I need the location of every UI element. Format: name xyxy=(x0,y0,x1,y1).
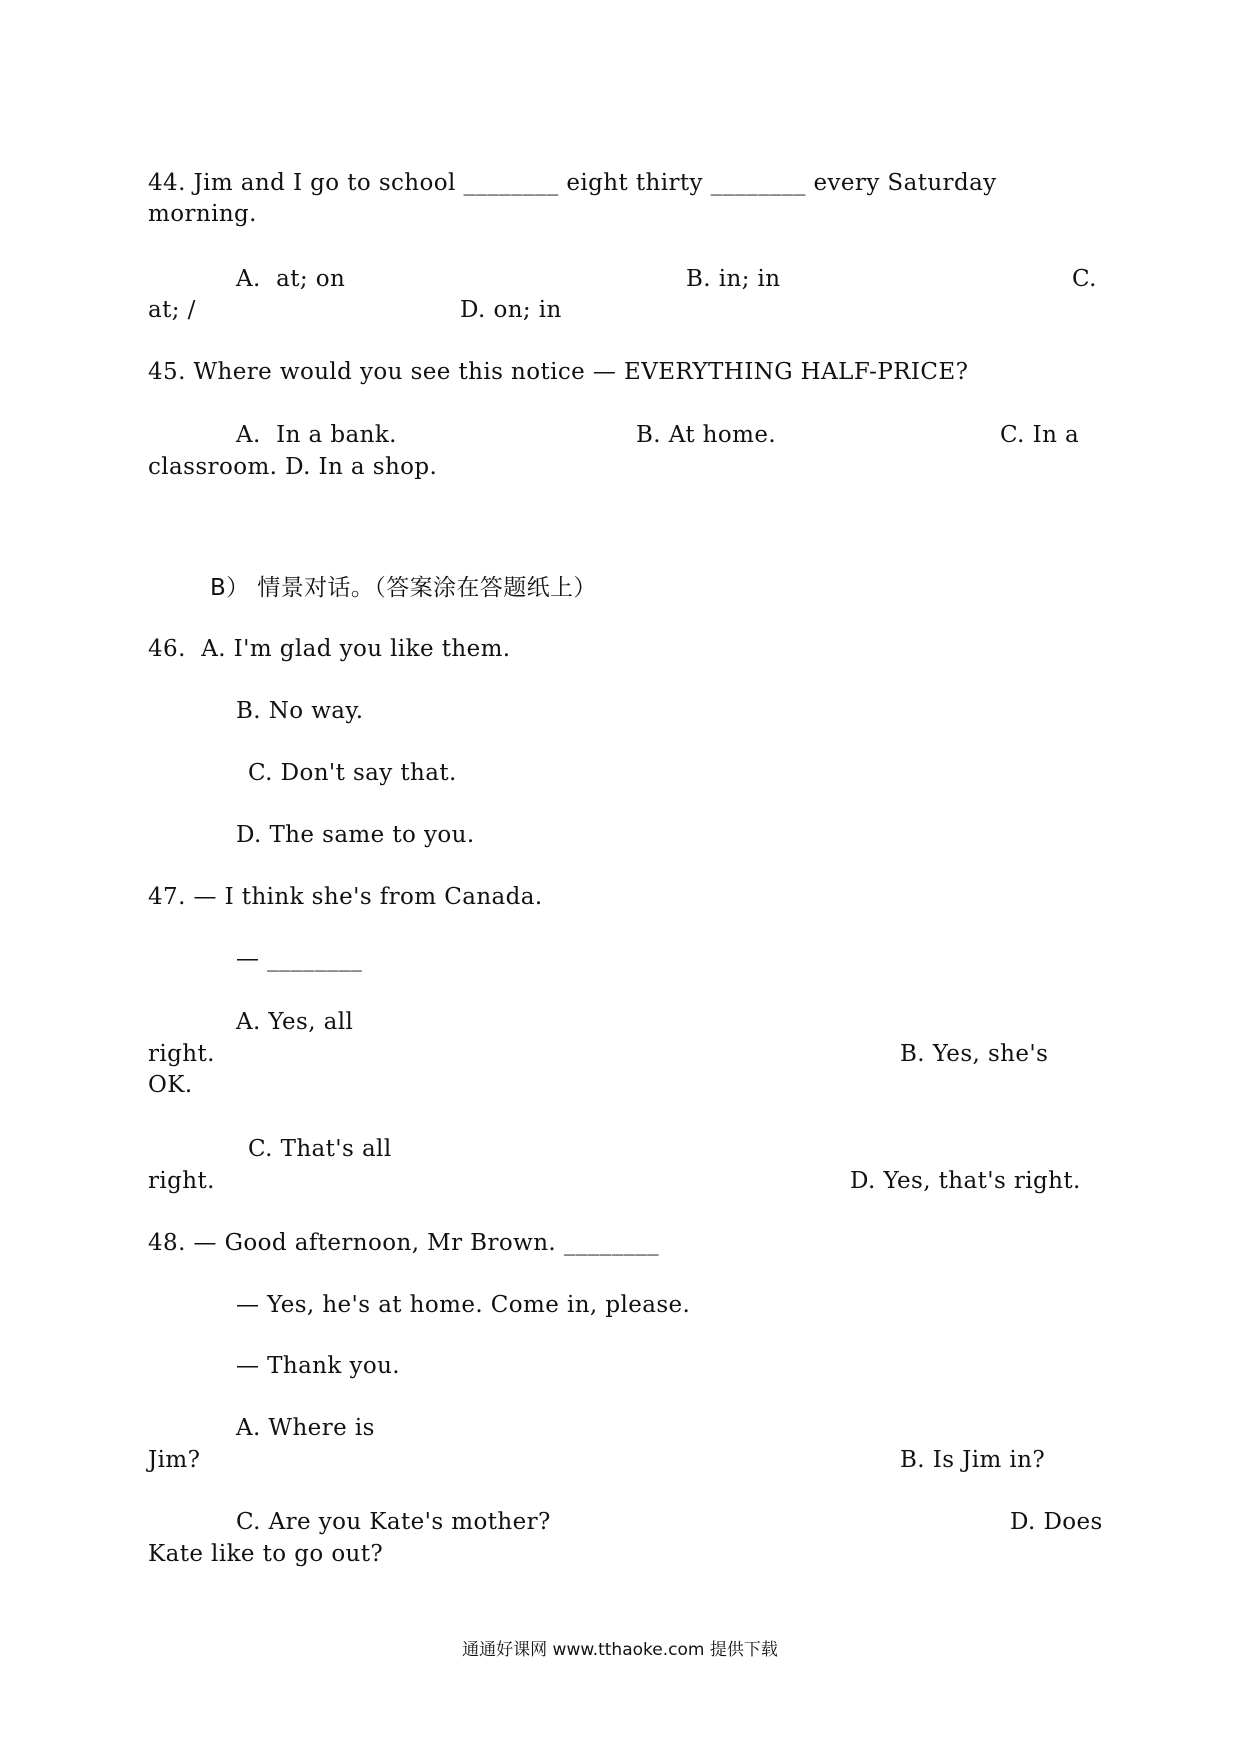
q48-option-d-line2: Kate like to go out? xyxy=(148,1541,384,1567)
q47-option-a-line2: right. xyxy=(148,1041,215,1067)
q48-option-b: B. Is Jim in? xyxy=(900,1447,1046,1473)
q47-option-c-line2: right. xyxy=(148,1168,215,1194)
q48-option-a-line2: Jim? xyxy=(148,1447,201,1473)
q46-option-a: 46. A. I'm glad you like them. xyxy=(148,636,511,662)
q44-option-d: D. on; in xyxy=(460,297,562,323)
q44-stem-line2: morning. xyxy=(148,201,257,227)
q48-reply2: — Thank you. xyxy=(236,1353,401,1379)
q46-option-b: B. No way. xyxy=(236,698,364,724)
q45-option-b: B. At home. xyxy=(636,422,777,448)
q44-option-b: B. in; in xyxy=(686,266,781,292)
q45-option-c-cont-and-d: classroom. D. In a shop. xyxy=(148,454,438,480)
q46-option-c: C. Don't say that. xyxy=(248,760,457,786)
q44-option-c-label: C. xyxy=(1072,266,1097,292)
q47-option-b-line1: B. Yes, she's xyxy=(900,1041,1049,1067)
page-footer: 通通好课网 www.tthaoke.com 提供下载 xyxy=(462,1640,778,1660)
q47-option-a-line1: A. Yes, all xyxy=(236,1009,354,1035)
q44-stem-line1: 44. Jim and I go to school ________ eight thirty ________ every Saturday xyxy=(148,170,997,196)
q46-option-d: D. The same to you. xyxy=(236,822,475,848)
section-b-title: B） 情景对话。（答案涂在答题纸上） xyxy=(210,575,597,601)
q47-option-b-line2: OK. xyxy=(148,1072,193,1098)
q47-stem: 47. — I think she's from Canada. xyxy=(148,884,543,910)
q48-reply1: — Yes, he's at home. Come in, please. xyxy=(236,1292,691,1318)
q45-option-c-label: C. In a xyxy=(1000,422,1080,448)
q47-reply: — ________ xyxy=(236,946,363,972)
q48-option-d-line1: D. Does xyxy=(1010,1509,1103,1535)
q44-option-c-text: at; / xyxy=(148,297,196,323)
q45-stem: 45. Where would you see this notice — EVERYTHING HALF-PRICE? xyxy=(148,359,969,385)
q47-option-d: D. Yes, that's right. xyxy=(850,1168,1081,1194)
q48-option-c: C. Are you Kate's mother? xyxy=(236,1509,551,1535)
q44-option-a: A. at; on xyxy=(236,266,346,292)
q47-option-c-line1: C. That's all xyxy=(248,1136,392,1162)
q48-stem: 48. — Good afternoon, Mr Brown. ________ xyxy=(148,1230,660,1256)
q48-option-a-line1: A. Where is xyxy=(236,1415,375,1441)
q45-option-a: A. In a bank. xyxy=(236,422,397,448)
